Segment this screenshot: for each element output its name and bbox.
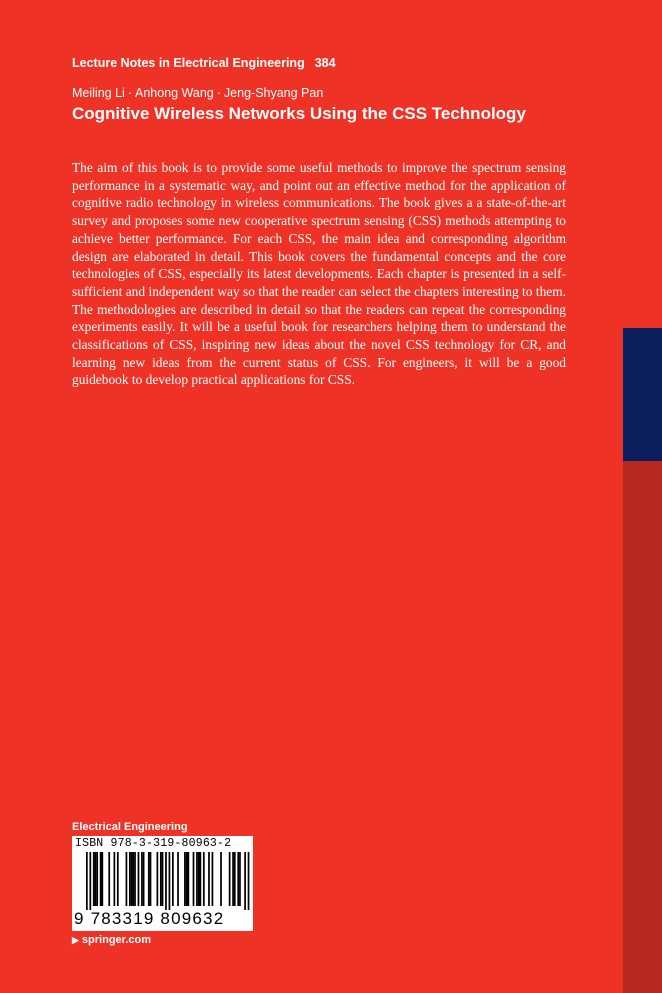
barcode-bar [96, 852, 98, 906]
series-line [72, 56, 336, 70]
barcode-bar [108, 852, 110, 906]
barcode-bar [184, 852, 186, 906]
barcode-bar [208, 852, 210, 906]
barcode-bar [187, 852, 189, 906]
barcode-bar [220, 852, 222, 906]
barcode-bar [162, 852, 164, 906]
barcode-bar [232, 852, 234, 906]
barcode-bar [132, 852, 134, 906]
spine-navy-band [623, 328, 662, 461]
barcode-bar [93, 852, 95, 906]
barcode-bar [101, 852, 103, 906]
publisher-link[interactable] [72, 934, 151, 946]
barcode-bar [177, 852, 179, 906]
author-list [72, 86, 323, 100]
barcode-bar [172, 852, 174, 906]
barcode-bar [165, 852, 167, 910]
barcode-bar [95, 852, 97, 906]
barcode-bar [229, 852, 231, 906]
barcode-bar [134, 852, 136, 906]
barcode-bar [212, 852, 214, 906]
barcode-bar [148, 852, 150, 906]
barcode-bar [114, 852, 116, 906]
barcode-bar [237, 852, 239, 906]
barcode-bar [131, 852, 133, 906]
arrow-icon: ▶ [72, 935, 79, 945]
series-name: Lecture Notes in Electrical Engineering [72, 56, 305, 70]
barcode-bar [196, 852, 198, 906]
barcode-bar [150, 852, 152, 906]
publisher-url: springer.com [81, 934, 151, 946]
barcode-bar [200, 852, 202, 906]
barcode-bar [244, 852, 246, 910]
barcode-bar [169, 852, 171, 910]
isbn-label: ISBN 978-3-319-80963-2 [75, 837, 232, 850]
author-separator: · [127, 86, 132, 100]
author-separator: · [216, 86, 221, 100]
barcode-bar [143, 852, 145, 906]
author-name: Jeng-Shyang Pan [223, 86, 324, 100]
barcode-bar [129, 852, 131, 906]
barcode-bar [157, 852, 159, 906]
barcode-bar [193, 852, 195, 906]
barcode-bar [234, 852, 236, 906]
spine-dark-band [623, 461, 662, 993]
author-name: Meiling Li [72, 86, 125, 100]
subject-category: Electrical Engineering [72, 821, 188, 833]
barcode-bar [86, 852, 88, 910]
barcode-bar [248, 852, 250, 910]
ean-digits: 9 783319 809632 [74, 909, 225, 928]
barcode-bar [203, 852, 205, 906]
barcode-bar [117, 852, 119, 906]
book-title: Cognitive Wireless Networks Using the CSS Technology [72, 104, 526, 123]
barcode-bar [198, 852, 200, 906]
barcode-bar [160, 852, 162, 906]
barcode-bar [138, 852, 140, 906]
barcode-bar [186, 852, 188, 906]
barcode-bar [126, 852, 128, 906]
isbn-barcode [72, 836, 253, 931]
book-description: The aim of this book is to provide some useful methods to improve the spectrum sensing performance in a systematic way, and point out an effective method for the application of cognitive radio technology in wireless communications. The book gives a a state-of-the-art survey and proposes some new cooperative spectrum sensing (CSS) methods attempting to achieve better performance. For each CSS, the main idea and corresponding algorithm design are elaborated in detail. This book covers the fundamental concepts and the core technologies of CSS, especially its latest developments. Each chapter is presented in a self-sufficient and independent way so that the reader can select the chapters interesting to them. The methodologies are described in detail so that the readers can repeat the corresponding experiments easily. It will be a useful book for researchers helping them to understand the classifications of CSS, inspiring new ideas about the novel CSS technology for CR, and learning new ideas from the current status of CSS. For engineers, it will be a good guidebook to develop practical applications for CSS. [72, 160, 566, 388]
barcode-bar [239, 852, 241, 906]
barcode-bar [141, 852, 143, 906]
barcode-bar [100, 852, 102, 906]
barcode-bar [89, 852, 91, 910]
author-name: Anhong Wang [134, 86, 214, 100]
barcode-bars [72, 852, 253, 910]
series-volume: 384 [314, 56, 336, 70]
